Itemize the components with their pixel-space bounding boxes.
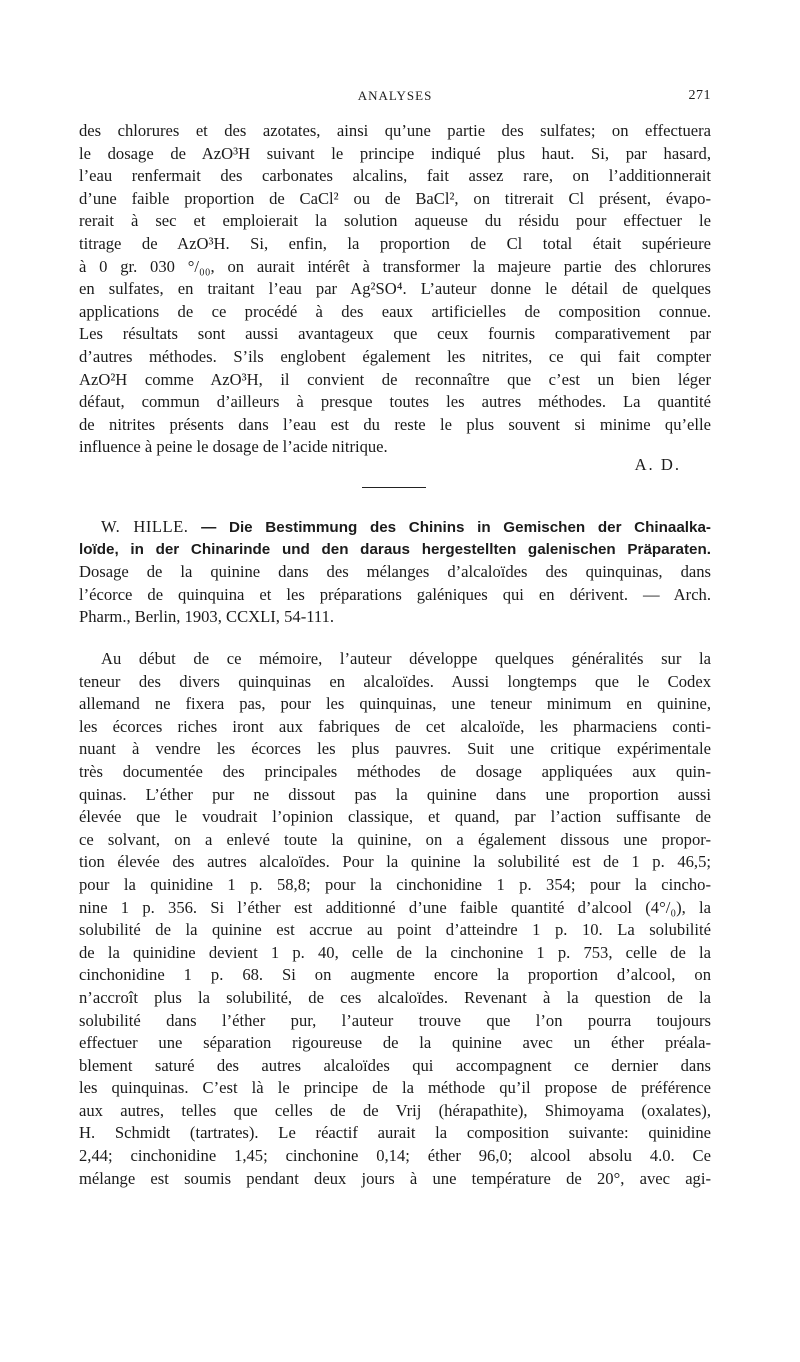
review-continuation: [79, 120, 711, 459]
paragraph-line: l’eau renfermait des carbonates alcalins, fait assez rare, on l’additionnerait: [79, 166, 711, 186]
reviewer-signature: A. D.: [634, 455, 681, 474]
running-title: ANALYSES: [357, 88, 433, 103]
paragraph-line: le dosage de AzO³H suivant le principe indiqué plus haut. Si, par hasard,: [79, 143, 711, 163]
entry-subtitle-line: l’écorce de quinquina et les préparations galéniques qui en dérivent. — Arch.: [79, 584, 711, 604]
entry-subtitle-line: Dosage de la quinine dans des mélanges d’alcaloïdes des quinquinas, dans: [79, 562, 711, 582]
section-divider: [362, 487, 426, 488]
body-line: quinas. L’éther pur ne dissout pas la quinine dans une proportion aussi: [79, 784, 711, 804]
paragraph-line: applications de ce procédé à des eaux artificielles de composition connue.: [79, 301, 711, 321]
body-line: solubilité dans l’éther pur, l’auteur trouve que l’on pourra toujours: [79, 1010, 711, 1030]
body-line: élevée que le voudrait l’opinion classique, et quand, par l’action suffisante de: [79, 807, 711, 827]
body-line: 2,44; cinchonidine 1,45; cinchonine 0,14; éther 96,0; alcool absolu 4.0. Ce: [79, 1146, 711, 1166]
body-line: les écorces riches iront aux fabriques de cet alcaloïde, les pharmaciens conti-: [79, 716, 711, 736]
body-line: aux autres, telles que celles de de Vrij (hérapathite), Shimoyama (oxalates),: [79, 1100, 711, 1120]
body-line: mélange est soumis pendant deux jours à une température de 20°, avec agi-: [79, 1168, 711, 1188]
paragraph-line: des chlorures et des azotates, ainsi qu’une partie des sulfates; on effectuera: [79, 121, 711, 140]
paragraph-line: d’une faible proportion de CaCl² ou de BaCl², on titrerait Cl présent, évapo-: [79, 188, 711, 208]
body-line: solubilité de la quinine est accrue au point d’atteindre 1 p. 10. La solubilité: [79, 920, 711, 940]
paragraph-line: influence à peine le dosage de l’acide nitrique.: [79, 437, 388, 457]
page-header: [79, 88, 711, 108]
paragraph-line: AzO²H comme AzO³H, il convient de reconnaître que c’est un bien léger: [79, 369, 711, 389]
entry-title-part-1: Die Bestimmung des Chinins in Gemischen der Chinaalka-: [228, 519, 711, 536]
paragraph-line: en sulfates, en traitant l’eau par Ag²SO⁴. L’auteur donne le détail de quelques: [79, 279, 711, 299]
entry-body: [79, 648, 711, 1190]
body-line: H. Schmidt (tartrates). Le réactif aurait la composition suivante: quinidine: [79, 1123, 711, 1143]
entry-author: W. HILLE.: [101, 517, 189, 536]
entry-dash: —: [188, 519, 229, 536]
body-line: tion élevée des autres alcaloïdes. Pour la quinine la solubilité est de 1 p. 46,5;: [79, 852, 711, 872]
body-line: les quinquinas. C’est là le principe de la méthode qu’il propose de préférence: [79, 1078, 711, 1098]
body-line: blement saturé des autres alcaloïdes qui accompagnent ce dernier dans: [79, 1055, 711, 1075]
paragraph-line: de nitrites présents dans l’eau est du reste le plus souvent si minime qu’elle: [79, 414, 711, 434]
entry-citation-line: Pharm., Berlin, 1903, CCXLI, 54-111.: [79, 607, 335, 627]
body-line: de la quinidine devient 1 p. 40, celle de la cinchonine 1 p. 753, celle de la: [79, 942, 711, 962]
review-entry: [79, 516, 711, 629]
paragraph-line: défaut, commun d’ailleurs à presque toutes les autres méthodes. La quantité: [79, 392, 711, 412]
entry-heading-line: [79, 516, 711, 539]
body-line: pour la quinidine 1 p. 58,8; pour la cinchonidine 1 p. 354; pour la cincho-: [79, 874, 711, 894]
body-line: ce solvant, on a enlevé toute la quinine, on a également dissous une propor-: [79, 829, 711, 849]
paragraph-line: titrage de AzO³H. Si, enfin, la proportion de Cl total était supérieure: [79, 233, 711, 253]
body-line: allemand ne fixera pas, pour les quinquinas, une teneur minimum en quinine,: [79, 694, 711, 714]
paragraph-line: Les résultats sont aussi avantageux que ceux fournis comparativement par: [79, 324, 711, 344]
paragraph-line: d’autres méthodes. S’ils englobent également les nitrites, ce qui fait compter: [79, 346, 711, 366]
body-line: nine 1 p. 356. Si l’éther est additionné d’une faible quantité d’alcool (4°/₀), la: [79, 897, 711, 917]
body-line: Au début de ce mémoire, l’auteur développe quelques généralités sur la: [101, 649, 711, 668]
entry-title-part-2: loïde, in der Chinarinde und den daraus hergestellten galenischen Präparaten.: [79, 540, 711, 558]
body-line: nuant à vendre les écorces les plus pauvres. Suit une critique expérimentale: [79, 739, 711, 759]
page-number: 271: [688, 88, 711, 103]
body-line: cinchonidine 1 p. 68. Si on augmente encore la proportion d’alcool, on: [79, 965, 711, 985]
body-line: n’accroît plus la solubilité, de ces alcaloïdes. Revenant à la question de la: [79, 987, 711, 1007]
body-line: effectuer une séparation rigoureuse de la quinine avec un éther préala-: [79, 1033, 711, 1053]
paragraph-line: rerait à sec et emploierait la solution aqueuse du résidu pour effectuer le: [79, 211, 711, 231]
body-line: teneur des divers quinquinas en alcaloïdes. Aussi longtemps que le Codex: [79, 671, 711, 691]
body-line: très documentée des principales méthodes de dosage appliquées aux quin-: [79, 761, 711, 781]
paragraph-line: à 0 gr. 030 °/₀₀, on aurait intérêt à transformer la majeure partie des chlorures: [79, 256, 711, 276]
